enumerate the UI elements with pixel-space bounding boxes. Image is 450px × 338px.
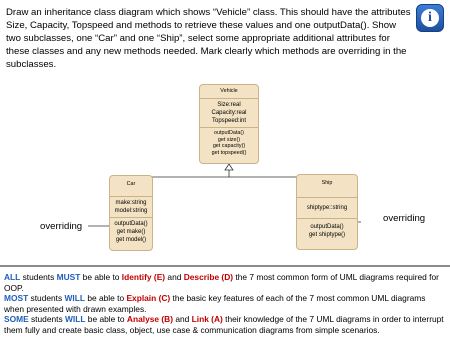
- outcome-some-level: SOME: [4, 314, 29, 325]
- vehicle-methods: [200, 128, 258, 159]
- car-methods: [110, 218, 152, 246]
- learning-outcomes: [4, 272, 446, 336]
- ship-class-box: [296, 174, 358, 250]
- outcome-some-skill1: Analyse (B): [126, 314, 173, 325]
- vehicle-attr-capacity: Capacity:real: [211, 109, 247, 116]
- outcome-some: [4, 314, 446, 335]
- vehicle-attributes: [200, 99, 258, 128]
- outcome-all-skill2: Describe (D): [183, 272, 234, 282]
- outcome-all-level: ALL: [4, 272, 21, 282]
- info-icon: i: [421, 9, 439, 27]
- outcome-some-skill2: Link (A): [191, 314, 223, 325]
- outcome-most-will: WILL: [64, 293, 85, 304]
- outcome-some-text2: be able to: [85, 314, 127, 325]
- car-class-box: [109, 175, 153, 251]
- car-attributes: [110, 197, 152, 218]
- outcome-some-text3: and: [173, 314, 192, 325]
- car-method-get-model: get model(): [115, 236, 147, 243]
- outcome-all-text1: students: [20, 272, 57, 282]
- outcome-all-text4: the 7 most common form of UML diagrams required for OOP.: [4, 272, 439, 293]
- overriding-label-left: overriding: [40, 221, 83, 232]
- section-divider: [0, 265, 450, 267]
- ship-class-name: Ship: [297, 175, 357, 198]
- vehicle-method-get-capacity: get capacity(): [212, 143, 246, 150]
- task-instructions: Draw an inheritance class diagram which shows “Vehicle” class. This should have the attributes Size, Capacity, Topspeed and methods to retrieve these values and one outputData(). Show two subclasses, one “Car” and one “Ship”, select some appropriate additional attributes for these classes and any new methods needed. Mark clearly which methods are overriding in the subclasses.: [6, 7, 411, 70]
- vehicle-attr-topspeed: Topspeed:int: [211, 117, 247, 124]
- car-method-outputdata: outputData(): [114, 220, 148, 227]
- inheritance-arrowhead: [225, 164, 233, 170]
- outcome-some-will: WILL: [65, 314, 86, 325]
- outcome-most-text1: students: [28, 293, 65, 304]
- outcome-most-text3: the basic key features of each of the 7 most common UML diagrams when presented with drawn examples.: [4, 293, 426, 314]
- info-button[interactable]: [416, 4, 444, 32]
- car-attr-model: model:string: [114, 207, 148, 214]
- vehicle-method-get-topspeed: get topspeed(): [211, 150, 247, 157]
- ship-method-get-shiptype: get shiptype(): [308, 231, 346, 238]
- outcome-all-text2: be able to: [80, 272, 122, 282]
- car-method-get-make: get make(): [116, 228, 146, 235]
- outcome-some-text1: students: [28, 314, 65, 325]
- outcome-most-text2: be able to: [85, 293, 127, 304]
- vehicle-method-get-size: get size(): [217, 136, 241, 143]
- overriding-label-right: overriding: [383, 213, 426, 224]
- outcome-most: [4, 293, 446, 314]
- outcome-most-level: MOST: [4, 293, 29, 304]
- ship-attr-shiptype: shiptype::string: [306, 204, 348, 211]
- car-class-name: Car: [110, 176, 152, 197]
- vehicle-method-outputdata: outputData(): [214, 129, 244, 136]
- ship-method-outputdata: outputData(): [310, 223, 344, 230]
- ship-attributes: [297, 198, 357, 219]
- outcome-all: [4, 272, 446, 293]
- ship-methods: [297, 219, 357, 243]
- vehicle-class-name: Vehicle: [200, 85, 258, 99]
- outcome-all-must: MUST: [56, 272, 81, 282]
- outcome-all-text3: and: [165, 272, 184, 282]
- vehicle-class-box: [199, 84, 259, 164]
- vehicle-attr-size: Size:real: [217, 101, 241, 108]
- car-attr-make: make:string: [115, 199, 147, 206]
- outcome-most-skill1: Explain (C): [126, 293, 171, 304]
- outcome-all-skill1: Identify (E): [121, 272, 166, 282]
- outcome-some-text4: their knowledge of the 7 UML diagrams in order to interrupt them fully and create basic class, object, use case & communication diagrams from simple scenarios.: [4, 314, 444, 335]
